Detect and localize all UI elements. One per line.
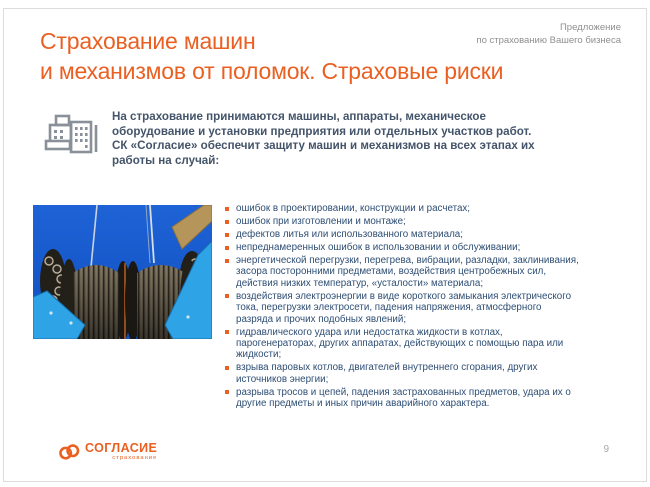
risk-item-text: энергетической перегрузки, перегрева, вибрации, разладки, заклинивания, засора посторонними предметами, воздействия центробежных сил, действия низких температур, «усталости» материала; xyxy=(236,255,579,289)
bullet-square-icon xyxy=(225,294,229,298)
header-note-line1: Предложение xyxy=(559,22,621,33)
logo-wordmark xyxy=(85,442,157,462)
risk-item-text: ошибок в проектировании, конструкции и расчетах; xyxy=(236,203,471,214)
machinery-photo xyxy=(33,205,212,339)
page-number: 9 xyxy=(603,444,609,455)
risk-item-text: дефектов литья или использованного материала; xyxy=(236,229,463,240)
page-title-line1: Страхование машин xyxy=(40,28,256,54)
rings-icon xyxy=(58,443,81,465)
risk-item xyxy=(225,291,585,325)
intro-line: оборудование и установки предприятия или отдельных участков работ. xyxy=(112,124,532,138)
risk-item xyxy=(225,387,585,410)
factory-building-icon xyxy=(44,112,101,164)
company-logo xyxy=(58,442,157,465)
risk-item-text: непреднамеренных ошибок в использовании и обслуживании; xyxy=(236,242,521,253)
page-title-line2: и механизмов от поломок. Страховые риски xyxy=(40,58,504,84)
risk-item xyxy=(225,216,585,227)
bullet-square-icon xyxy=(225,259,229,263)
risk-item xyxy=(225,327,585,361)
intro-paragraph xyxy=(112,110,535,168)
risk-item-text: разрыва тросов и цепей, падения застрахованных предметов, удара их о другие предметы и иных причин аварийного характера. xyxy=(236,386,571,410)
risk-item xyxy=(225,242,585,253)
bullet-square-icon xyxy=(225,233,229,237)
risk-item-text: взрыва паровых котлов, двигателей внутреннего сгорания, других источников энергии; xyxy=(236,362,538,385)
risk-item xyxy=(225,362,585,385)
bullet-square-icon xyxy=(225,390,229,394)
header-note-line2: по страхованию Вашего бизнеса xyxy=(476,35,621,46)
bullet-square-icon xyxy=(225,220,229,224)
page-title xyxy=(40,26,503,86)
risk-list xyxy=(225,203,585,411)
intro-line: работы на случай: xyxy=(112,153,220,167)
risk-item xyxy=(225,229,585,240)
risk-item-text: воздействия электроэнергии в виде короткого замыкания электрического тока, перегрузки электросети, падения напряжения, атмосферного разряда и прочих подобных явлений; xyxy=(236,290,572,325)
bullet-square-icon xyxy=(225,246,229,250)
bullet-square-icon xyxy=(225,366,229,370)
intro-line: СК «Согласие» обеспечит защиту машин и механизмов на всех этапах их xyxy=(112,139,535,153)
risk-item-text: ошибок при изготовлении и монтаже; xyxy=(236,216,406,227)
logo-tagline: страхование xyxy=(112,455,158,461)
risk-item-text: гидравлического удара или недостатка жидкости в котлах, парогенераторах, других аппаратах, действующих с помощью пара или жидкости; xyxy=(236,326,564,361)
intro-line: На страхование принимаются машины, аппараты, механическое xyxy=(112,110,486,123)
risk-item xyxy=(225,255,585,289)
logo-name: СОГЛАСИЕ xyxy=(85,441,158,455)
bullet-square-icon xyxy=(225,207,229,211)
header-note xyxy=(476,21,621,47)
bullet-square-icon xyxy=(225,330,229,334)
risk-item xyxy=(225,203,585,214)
